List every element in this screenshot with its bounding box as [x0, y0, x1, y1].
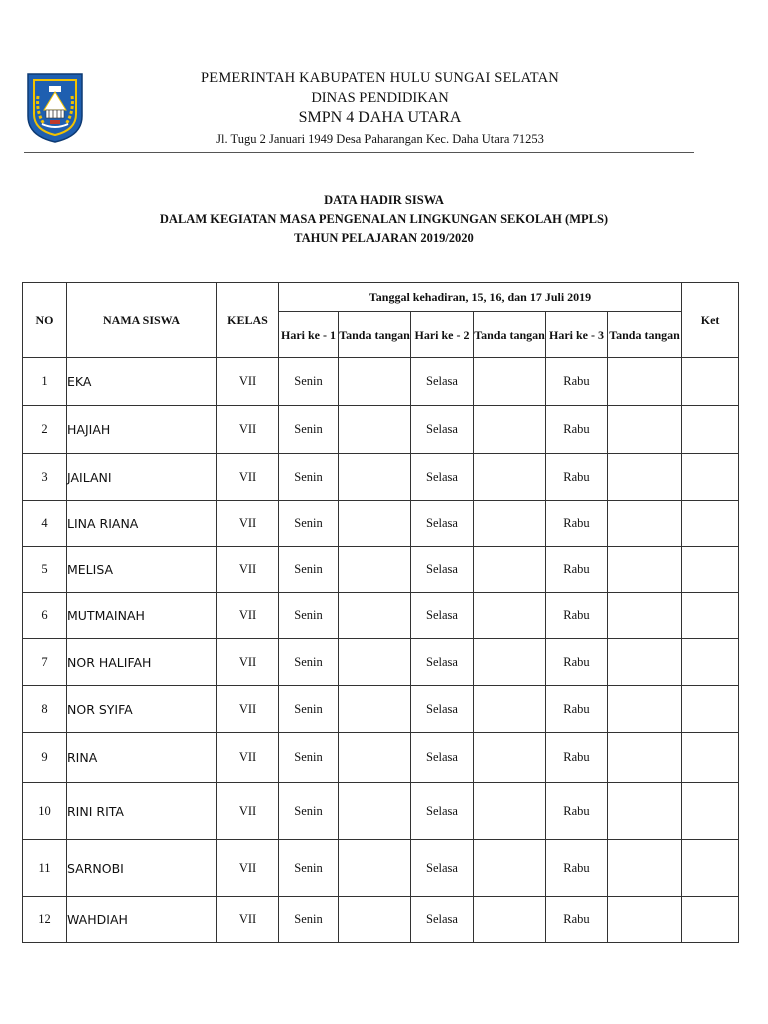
row-ket: [682, 593, 739, 639]
row-no: 10: [23, 783, 67, 840]
document-subtitle: DALAM KEGIATAN MASA PENGENALAN LINGKUNGAN SEKOLAH (MPLS): [159, 212, 609, 226]
letterhead-divider: [24, 152, 694, 153]
row-nama-siswa: SARNOBI: [67, 840, 217, 897]
row-tanda-tangan-2: [474, 783, 546, 840]
row-nama-siswa: NOR HALIFAH: [67, 639, 217, 686]
row-hari-1: Senin: [279, 639, 339, 686]
row-ket: [682, 358, 739, 406]
row-hari-2: Selasa: [411, 686, 474, 733]
row-tanda-tangan-1: [339, 686, 411, 733]
table-row: [23, 358, 739, 406]
row-tanda-tangan-3: [608, 406, 682, 454]
row-tanda-tangan-1: [339, 840, 411, 897]
row-tanda-tangan-1: [339, 897, 411, 943]
row-ket: [682, 454, 739, 501]
row-tanda-tangan-3: [608, 783, 682, 840]
row-tanda-tangan-2: [474, 501, 546, 547]
header-kelas: KELAS: [217, 283, 279, 358]
row-ket: [682, 783, 739, 840]
row-nama-siswa: LINA RIANA: [67, 501, 217, 547]
document-title: DATA HADIR SISWA: [324, 193, 444, 207]
row-tanda-tangan-3: [608, 733, 682, 783]
row-tanda-tangan-1: [339, 501, 411, 547]
row-no: 9: [23, 733, 67, 783]
row-hari-2: Selasa: [411, 501, 474, 547]
row-hari-2: Selasa: [411, 593, 474, 639]
row-tanda-tangan-2: [474, 593, 546, 639]
row-hari-2: Selasa: [411, 783, 474, 840]
row-tanda-tangan-3: [608, 897, 682, 943]
row-hari-2: Selasa: [411, 547, 474, 593]
row-kelas: VII: [217, 897, 279, 943]
row-hari-3: Rabu: [546, 454, 608, 501]
row-tanda-tangan-3: [608, 547, 682, 593]
row-kelas: VII: [217, 733, 279, 783]
row-hari-1: Senin: [279, 897, 339, 943]
header-ket: Ket: [682, 283, 739, 358]
row-tanda-tangan-1: [339, 783, 411, 840]
row-hari-1: Senin: [279, 593, 339, 639]
row-tanda-tangan-2: [474, 547, 546, 593]
row-kelas: VII: [217, 686, 279, 733]
row-tanda-tangan-1: [339, 593, 411, 639]
row-tanda-tangan-2: [474, 639, 546, 686]
table-row: [23, 783, 739, 840]
row-tanda-tangan-2: [474, 686, 546, 733]
row-no: 7: [23, 639, 67, 686]
row-ket: [682, 501, 739, 547]
row-no: 4: [23, 501, 67, 547]
row-kelas: VII: [217, 358, 279, 406]
table-row: [23, 547, 739, 593]
row-no: 6: [23, 593, 67, 639]
header-tanda-tangan-1: Tanda tangan: [339, 312, 411, 358]
row-hari-2: Selasa: [411, 897, 474, 943]
row-hari-3: Rabu: [546, 593, 608, 639]
row-tanda-tangan-3: [608, 639, 682, 686]
row-hari-1: Senin: [279, 454, 339, 501]
row-ket: [682, 686, 739, 733]
row-kelas: VII: [217, 783, 279, 840]
header-tanda-tangan-2: Tanda tangan: [474, 312, 546, 358]
row-hari-1: Senin: [279, 783, 339, 840]
row-tanda-tangan-2: [474, 454, 546, 501]
row-nama-siswa: JAILANI: [67, 454, 217, 501]
row-tanda-tangan-3: [608, 358, 682, 406]
row-no: 2: [23, 406, 67, 454]
table-row: [23, 897, 739, 943]
row-no: 8: [23, 686, 67, 733]
row-ket: [682, 406, 739, 454]
row-hari-3: Rabu: [546, 840, 608, 897]
row-kelas: VII: [217, 639, 279, 686]
header-tanda-tangan-3: Tanda tangan: [608, 312, 682, 358]
row-tanda-tangan-2: [474, 733, 546, 783]
row-tanda-tangan-2: [474, 897, 546, 943]
row-hari-1: Senin: [279, 686, 339, 733]
row-tanda-tangan-3: [608, 686, 682, 733]
row-tanda-tangan-3: [608, 840, 682, 897]
row-hari-2: Selasa: [411, 358, 474, 406]
row-nama-siswa: RINI RITA: [67, 783, 217, 840]
row-nama-siswa: RINA: [67, 733, 217, 783]
row-hari-3: Rabu: [546, 406, 608, 454]
row-nama-siswa: HAJIAH: [67, 406, 217, 454]
row-kelas: VII: [217, 840, 279, 897]
row-hari-3: Rabu: [546, 783, 608, 840]
row-tanda-tangan-2: [474, 358, 546, 406]
table-row: [23, 733, 739, 783]
row-hari-3: Rabu: [546, 358, 608, 406]
row-hari-3: Rabu: [546, 501, 608, 547]
header-hari-2: Hari ke - 2: [411, 312, 474, 358]
row-kelas: VII: [217, 406, 279, 454]
row-no: 5: [23, 547, 67, 593]
row-kelas: VII: [217, 593, 279, 639]
row-no: 3: [23, 454, 67, 501]
row-kelas: VII: [217, 454, 279, 501]
row-hari-3: Rabu: [546, 897, 608, 943]
letterhead-school: SMPN 4 DAHA UTARA: [298, 109, 462, 126]
header-tanggal-kehadiran: Tanggal kehadiran, 15, 16, dan 17 Juli 2019: [279, 283, 682, 312]
row-hari-3: Rabu: [546, 733, 608, 783]
row-tanda-tangan-1: [339, 733, 411, 783]
table-row: [23, 501, 739, 547]
row-hari-1: Senin: [279, 547, 339, 593]
row-hari-3: Rabu: [546, 547, 608, 593]
row-hari-1: Senin: [279, 358, 339, 406]
row-tanda-tangan-1: [339, 358, 411, 406]
header-no: NO: [23, 283, 67, 358]
row-tanda-tangan-1: [339, 406, 411, 454]
row-nama-siswa: WAHDIAH: [67, 897, 217, 943]
header-hari-3: Hari ke - 3: [546, 312, 608, 358]
row-hari-1: Senin: [279, 406, 339, 454]
row-nama-siswa: NOR SYIFA: [67, 686, 217, 733]
table-row: [23, 840, 739, 897]
row-tanda-tangan-2: [474, 406, 546, 454]
row-tanda-tangan-2: [474, 840, 546, 897]
row-hari-2: Selasa: [411, 406, 474, 454]
table-row: [23, 686, 739, 733]
row-hari-3: Rabu: [546, 686, 608, 733]
row-hari-2: Selasa: [411, 733, 474, 783]
table-row: [23, 593, 739, 639]
row-hari-1: Senin: [279, 840, 339, 897]
row-hari-2: Selasa: [411, 454, 474, 501]
row-ket: [682, 840, 739, 897]
row-tanda-tangan-1: [339, 547, 411, 593]
row-nama-siswa: MELISA: [67, 547, 217, 593]
row-hari-3: Rabu: [546, 639, 608, 686]
row-tanda-tangan-3: [608, 593, 682, 639]
header-nama-siswa: NAMA SISWA: [67, 283, 217, 358]
row-nama-siswa: MUTMAINAH: [67, 593, 217, 639]
letterhead-department: DINAS PENDIDIKAN: [311, 90, 449, 106]
letterhead-address: Jl. Tugu 2 Januari 1949 Desa Paharangan Kec. Daha Utara 71253: [216, 132, 544, 146]
letterhead-government: PEMERINTAH KABUPATEN HULU SUNGAI SELATAN: [201, 70, 559, 86]
row-nama-siswa: EKA: [67, 358, 217, 406]
row-kelas: VII: [217, 547, 279, 593]
document-year: TAHUN PELAJARAN 2019/2020: [294, 231, 474, 245]
table-row: [23, 454, 739, 501]
row-ket: [682, 897, 739, 943]
row-no: 1: [23, 358, 67, 406]
header-hari-1: Hari ke - 1: [279, 312, 339, 358]
row-tanda-tangan-1: [339, 639, 411, 686]
row-kelas: VII: [217, 501, 279, 547]
row-ket: [682, 639, 739, 686]
row-no: 11: [23, 840, 67, 897]
row-hari-1: Senin: [279, 733, 339, 783]
table-row: [23, 639, 739, 686]
row-hari-2: Selasa: [411, 639, 474, 686]
row-tanda-tangan-1: [339, 454, 411, 501]
row-tanda-tangan-3: [608, 501, 682, 547]
regency-emblem-icon: [26, 72, 84, 144]
attendance-table: [22, 282, 739, 943]
row-hari-2: Selasa: [411, 840, 474, 897]
row-hari-1: Senin: [279, 501, 339, 547]
table-row: [23, 406, 739, 454]
row-ket: [682, 733, 739, 783]
row-no: 12: [23, 897, 67, 943]
row-ket: [682, 547, 739, 593]
row-tanda-tangan-3: [608, 454, 682, 501]
